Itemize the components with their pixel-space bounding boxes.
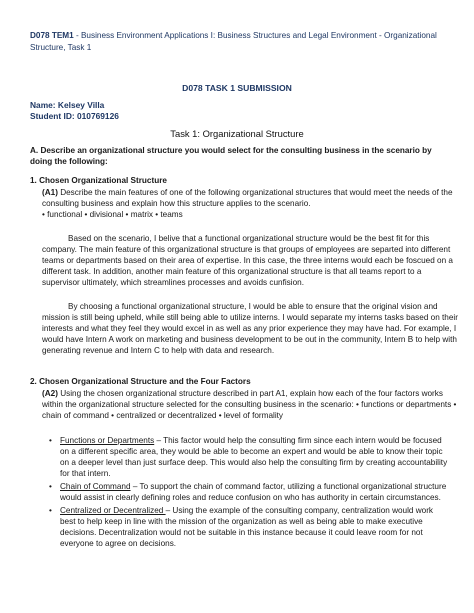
bullet-text: – Using the example of the consulting company, centralization would work best to help keep in line with the mission of the organization as well as being able to make executive decisions. Decentralization would not be suitable in this instance because it could leave room for not everyone to agree on decisions. — [60, 506, 434, 548]
part1-heading: 1. Chosen Organizational Structure — [30, 176, 167, 185]
bullet-chain-of-command — [60, 481, 448, 503]
part1-prompt-label: (A1) — [42, 188, 58, 197]
task-title: Task 1: Organizational Structure — [170, 128, 304, 139]
bullet-functions-departments — [60, 435, 448, 479]
bullet-term: Centralized or Decentralized — [60, 506, 166, 515]
submission-title: D078 TASK 1 SUBMISSION — [182, 83, 292, 93]
bullet-text: – This factor would help the consulting firm since each intern would be focused on a different specific area, they would be able to become an expert and would be able to know their topic on a deeper level than just surface deep. This would also help the consulting firm by creating accountability for that intern. — [60, 436, 448, 478]
part2-bullet-list — [30, 435, 448, 549]
course-title: - Business Environment Applications I: Business Structures and Legal Environment - Organizational Structure, Task 1 — [30, 31, 437, 52]
part1-prompt — [30, 187, 460, 220]
student-id: Student ID: 010769126 — [30, 111, 119, 121]
student-name: Name: Kelsey Villa — [30, 100, 105, 110]
part1-paragraph-1: Based on the scenario, I belive that a functional organizational structure would be the best fit for this company. The main feature of this organizational structure is that groups of employees are separted into different teams or departments based on their area of expertise. In this case, the three interns would each be foscued on a different task. In addition, another main feature of this organizational structure is that all teams report to a supervisor ultimately, which streamlines processes and avoids cunfision. — [42, 234, 453, 287]
part2-prompt-text: Using the chosen organizational structure described in part A1, explain how each of the four factors works within the organizational structure selected for the consulting business in the scenario: • functions or departments • chain of command • centralized or decentralized • level of formality — [42, 389, 457, 420]
section-a-heading: A. Describe an organizational structure you would select for the consulting business in the scenario by doing the following: — [30, 146, 432, 166]
part2-heading: 2. Chosen Organizational Structure and the Four Factors — [30, 377, 251, 386]
bullet-text: – To support the chain of command factor, utilizing a functional organizational structure would assist in clearly defining roles and reduce confusion on who has authority in certain circumstances. — [60, 482, 447, 502]
student-info — [30, 100, 119, 122]
structure-options: • functional • divisional • matrix • teams — [42, 210, 183, 219]
bullet-term: Functions or Departments — [60, 436, 155, 445]
part1-paragraph-2: By choosing a functional organizational structure, I would be able to ensure that the original vision and mission is still being upheld, while still being able to utilize interns. I would separate my interns tasks based on their interests and what they feel they would excel in as well as any prior experience they may have had. For example, I would have Intern A work on marketing and business development to be out in the community, Intern B to help with generating revenue and Intern C to help with data and research. — [42, 302, 458, 355]
course-code: D078 TEM1 — [30, 31, 74, 40]
bullet-term: Chain of Command — [60, 482, 131, 491]
bullet-centralized-decentralized — [60, 505, 448, 549]
part2-prompt — [30, 388, 460, 421]
part1-prompt-text: Describe the main features of one of the following organizational structures that would meet the needs of the consulting business and explain how this structure applies to the scenario. — [42, 188, 453, 208]
part2-prompt-label: (A2) — [42, 389, 58, 398]
running-header — [30, 30, 450, 54]
